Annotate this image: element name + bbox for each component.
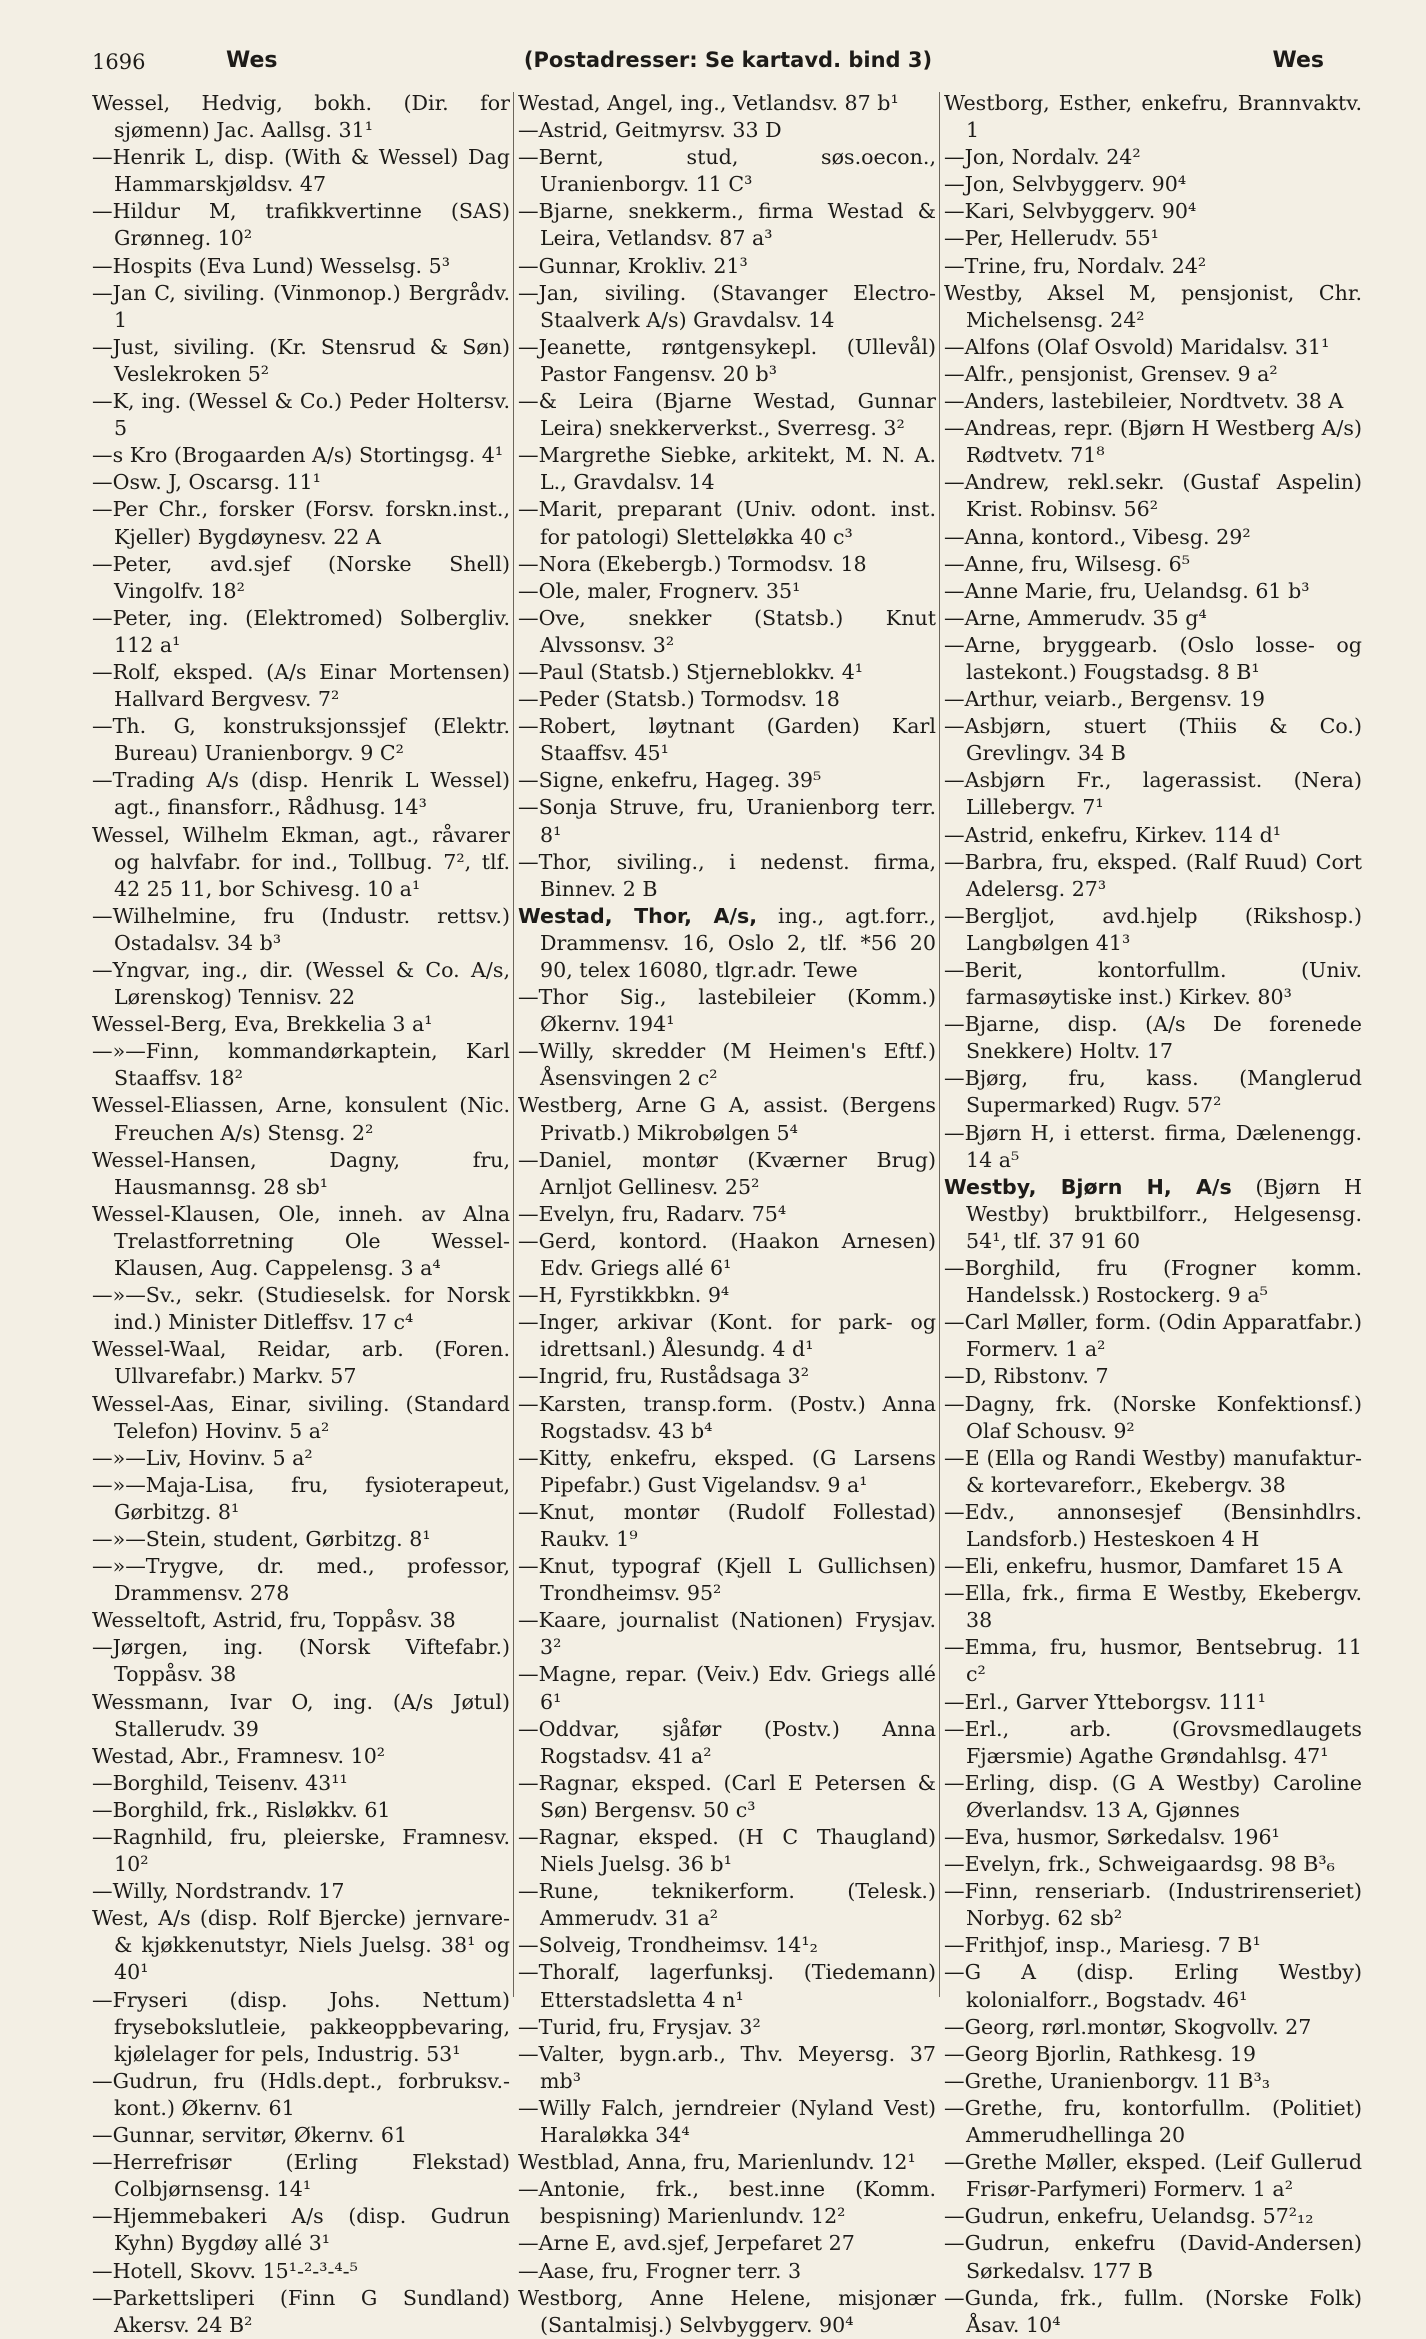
directory-entry: Westad, Angel, ing., Vetlandsv. 87 b¹ <box>518 91 899 115</box>
directory-entry: —Frithjof, insp., Mariesg. 7 B¹ <box>944 1933 1261 1958</box>
directory-entry: —Berit, kontorfullm. (Univ. farmasøytiske inst.) Kirkev. 80³ <box>944 958 1362 1010</box>
directory-entry: Westad, Abr., Framnesv. 10² <box>92 1743 386 1768</box>
directory-entry: —Grethe, fru, kontorfullm. (Politiet) Ammerudhellinga 20 <box>944 2095 1362 2148</box>
directory-entry: —»—Finn, kommandørkaptein, Karl Staaffsv. 18² <box>92 1039 510 1091</box>
directory-entry: —Yngvar, ing., dir. (Wessel & Co. A/s, Lørenskog) Tennisv. 22 <box>92 958 510 1010</box>
directory-entry: —Emma, fru, husmor, Bentsebrug. 11 c² <box>944 1635 1362 1687</box>
directory-entry: Wessel-Hansen, Dagny, fru, Hausmannsg. 28 sb¹ <box>92 1147 510 1199</box>
directory-entry: —Paul (Statsb.) Stjerneblokkv. 4¹ <box>518 659 864 684</box>
directory-entry: —Peter, ing. (Elektromed) Solbergliv. 112 a¹ <box>92 605 510 657</box>
header-left-key: Wes <box>226 48 278 73</box>
directory-entry: Westberg, Arne G A, assist. (Bergens Privatb.) Mikrobølgen 5⁴ <box>518 1093 936 1145</box>
directory-entry: Wessel-Eliassen, Arne, konsulent (Nic. Freuchen A/s) Stensg. 2² <box>92 1093 510 1145</box>
directory-entry: —Thor, siviling., i nedenst. firma, Binnev. 2 B <box>518 849 936 901</box>
directory-entry: —Dagny, frk. (Norske Konfektionsf.) Olaf Schousv. 9² <box>944 1391 1362 1443</box>
directory-entry: —Rune, teknikerform. (Telesk.) Ammerudv. 31 a² <box>518 1879 936 1931</box>
directory-entry: —Solveig, Trondheimsv. 14¹₂ <box>518 1933 818 1958</box>
directory-entry: —Willy Falch, jerndreier (Nyland Vest) Haraløkka 34⁴ <box>518 2095 936 2148</box>
directory-entry: —Andreas, repr. (Bjørn H Westberg A/s) Rødtvetv. 71⁸ <box>944 416 1362 468</box>
directory-entry: —Nora (Ekebergb.) Tormodsv. 18 <box>518 551 867 576</box>
directory-entry: —Herrefrisør (Erling Flekstad) Colbjørnsensg. 14¹ <box>92 2150 510 2202</box>
directory-entry: Wessel, Hedvig, bokh. (Dir. for sjømenn) Jac. Aallsg. 31¹ <box>92 91 510 143</box>
directory-entry: —Georg Bjorlin, Rathkesg. 19 <box>944 2041 1257 2066</box>
directory-entry: —Bergljot, avd.hjelp (Rikshosp.) Langbølgen 41³ <box>944 903 1362 955</box>
directory-entry: —Ragnhild, fru, pleierske, Framnesv. 10² <box>92 1825 510 1877</box>
directory-entry: —Jon, Nordalv. 24² <box>944 145 1141 170</box>
directory-entry: Westby, Bjørn H, A/s (Bjørn H Westby) bruktbilforr., Helgesensg. 54¹, tlf. 37 91 60 <box>944 1174 1362 1253</box>
directory-entry: —Anders, lastebileier, Nordtvetv. 38 A <box>944 389 1344 414</box>
directory-entry: —Wilhelmine, fru (Industr. rettsv.) Ostadalsv. 34 b³ <box>92 903 510 955</box>
directory-entry: —Gunnar, servitør, Økernv. 61 <box>92 2123 408 2148</box>
directory-entry: —Borghild, fru (Frogner komm. Handelssk.) Rostockerg. 9 a⁵ <box>944 1256 1362 1308</box>
directory-entry: —Erling, disp. (G A Westby) Caroline Øverlandsv. 13 A, Gjønnes <box>944 1770 1362 1822</box>
directory-entry: —Kitty, enkefru, eksped. (G Larsens Pipefabr.) Gust Vigelandsv. 9 a¹ <box>518 1445 936 1497</box>
directory-entry: —Hildur M, trafikkvertinne (SAS) Grønneg. 10² <box>92 199 510 251</box>
directory-entry: —Bernt, stud, søs.oecon., Uranienborgv. 11 C³ <box>518 145 936 197</box>
directory-entry: —Bjarne, disp. (A/s De forenede Snekkere) Holtv. 17 <box>944 1012 1362 1064</box>
directory-entry: —Grethe Møller, eksped. (Leif Gullerud Frisør-Parfymeri) Formerv. 1 a² <box>944 2150 1362 2202</box>
directory-entry: —Sonja Struve, fru, Uranienborg terr. 8¹ <box>518 795 936 847</box>
directory-entry: —Hotell, Skovv. 15¹-²-³-⁴-⁵ <box>92 2258 358 2283</box>
directory-entry: —Bjørg, fru, kass. (Manglerud Supermarked) Rugv. 57² <box>944 1066 1362 1118</box>
directory-entry: Wessel, Wilhelm Ekman, agt., råvarer og halvfabr. for ind., Tollbug. 7², tlf. 42 25 11, bor Schivesg. 10 a¹ <box>92 822 510 901</box>
directory-entry: —»—Liv, Hovinv. 5 a² <box>92 1445 313 1470</box>
directory-entry: Wessmann, Ivar O, ing. (A/s Jøtul) Stallerudv. 39 <box>92 1689 510 1741</box>
directory-entry: —Gudrun, fru (Hdls.dept., forbruksv.-kont.) Økernv. 61 <box>92 2068 510 2120</box>
directory-entry: —Bjarne, snekkerm., firma Westad & Leira, Vetlandsv. 87 a³ <box>518 199 936 251</box>
directory-entry: —Ove, snekker (Statsb.) Knut Alvssonsv. 3² <box>518 605 936 657</box>
directory-entry: —Bjørn H, i etterst. firma, Dælenengg. 14 a⁵ <box>944 1120 1362 1172</box>
directory-entry: —Th. G, konstruksjonssjef (Elektr. Bureau) Uranienborgv. 9 C² <box>92 714 510 766</box>
directory-entry: —Willy, Nordstrandv. 17 <box>92 1879 345 1904</box>
directory-entry: —Erl., Garver Ytteborgsv. 111¹ <box>944 1689 1266 1714</box>
directory-entry: —Asbjørn, stuert (Thiis & Co.) Grevlingv. 34 B <box>944 714 1362 766</box>
directory-entry: —Eva, husmor, Sørkedalsv. 196¹ <box>944 1825 1280 1849</box>
directory-entry: Westad, Thor, A/s, ing., agt.forr., Drammensv. 16, Oslo 2, tlf. *56 20 90, telex 16080, tlgr.adr. Tewe <box>518 903 936 982</box>
running-header <box>92 44 1364 84</box>
directory-entry: —Edv., annonsesjef (Bensinhdlrs. Landsforb.) Hesteskoen 4 H <box>944 1499 1362 1551</box>
directory-entry: —»—Sv., sekr. (Studieselsk. for Norsk ind.) Minister Ditleffsv. 17 c⁴ <box>92 1283 510 1335</box>
directory-entry: —Evelyn, frk., Schweigaardsg. 98 B³₆ <box>944 1852 1335 1877</box>
directory-entry: —Oddvar, sjåfør (Postv.) Anna Rogstadsv. 41 a² <box>518 1716 936 1768</box>
directory-entry: —Ragnar, eksped. (H C Thaugland) Niels Juelsg. 36 b¹ <box>518 1825 936 1877</box>
directory-entry: —& Leira (Bjarne Westad, Gunnar Leira) snekkerverkst., Sverresg. 3² <box>518 389 936 441</box>
directory-entry: —Magne, repar. (Veiv.) Edv. Griegs allé 6¹ <box>518 1662 936 1714</box>
directory-entry: —Ella, frk., firma E Westby, Ekebergv. 38 <box>944 1581 1362 1633</box>
directory-entry: —»—Stein, student, Gørbitzg. 8¹ <box>92 1526 431 1551</box>
directory-entry: —Just, siviling. (Kr. Stensrud & Søn) Veslekroken 5² <box>92 334 510 386</box>
directory-entry: —Jeanette, røntgensykepl. (Ullevål) Pastor Fangensv. 20 b³ <box>518 334 936 386</box>
directory-entry: —Ole, maler, Frognerv. 35¹ <box>518 578 801 603</box>
directory-entry: —Gudrun, enkefru (David-Andersen) Sørkedalsv. 177 B <box>944 2231 1362 2283</box>
directory-entry: —Ragnar, eksped. (Carl E Petersen & Søn) Bergensv. 50 c³ <box>518 1770 936 1822</box>
directory-entry: —Signe, enkefru, Hageg. 39⁵ <box>518 768 822 793</box>
directory-entry: —Aase, fru, Frogner terr. 3 <box>518 2258 802 2283</box>
directory-entry: —Knut, montør (Rudolf Follestad) Raukv. 1⁹ <box>518 1499 936 1551</box>
directory-entry: —Daniel, montør (Kværner Brug) Arnljot Gellinesv. 25² <box>518 1147 936 1199</box>
directory-entry: —Jan C, siviling. (Vinmonop.) Bergrådv. 1 <box>92 280 510 332</box>
directory-entry: —Astrid, Geitmyrsv. 33 D <box>518 118 782 143</box>
directory-entry: —Eli, enkefru, husmor, Damfaret 15 A <box>944 1554 1343 1579</box>
directory-entry: —Borghild, Teisenv. 43¹¹ <box>92 1770 348 1795</box>
directory-entry: —Asbjørn Fr., lagerassist. (Nera) Lillebergv. 7¹ <box>944 768 1362 820</box>
directory-entry: —Thoralf, lagerfunksj. (Tiedemann) Etterstadsletta 4 n¹ <box>518 1960 936 2012</box>
directory-entry: —Gerd, kontord. (Haakon Arnesen) Edv. Griegs allé 6¹ <box>518 1228 936 1281</box>
column-2 <box>518 90 936 2339</box>
directory-entry: —D, Ribstonv. 7 <box>944 1364 1109 1389</box>
directory-entry: —Alfr., pensjonist, Grensev. 9 a² <box>944 361 1278 386</box>
directory-entry: —Gunda, frk., fullm. (Norske Folk) Åsav. 10⁴ <box>944 2285 1362 2337</box>
directory-entry: —»—Maja-Lisa, fru, fysioterapeut, Gørbitzg. 8¹ <box>92 1472 510 1524</box>
directory-entry: —Kari, Selvbyggerv. 90⁴ <box>944 199 1197 224</box>
directory-entry: —Anne Marie, fru, Uelandsg. 61 b³ <box>944 578 1310 603</box>
page-number: 1696 <box>92 50 146 74</box>
directory-entry: —Arne E, avd.sjef, Jerpefaret 27 <box>518 2231 855 2256</box>
directory-entry: —Arne, bryggearb. (Oslo losse- og lastekont.) Fougstadsg. 8 B¹ <box>944 632 1362 684</box>
column-1 <box>92 90 510 2339</box>
directory-entry: —Erl., arb. (Grovsmedlaugets Fjærsmie) Agathe Grøndahlsg. 47¹ <box>944 1716 1362 1768</box>
column-3 <box>944 90 1362 2339</box>
directory-entry: —Valter, bygn.arb., Thv. Meyersg. 37 mb³ <box>518 2041 936 2093</box>
directory-entry: Wessel-Klausen, Ole, inneh. av Alna Trelastforretning Ole Wessel-Klausen, Aug. Cappelensg. 3 a⁴ <box>92 1201 510 1281</box>
directory-entry: —Karsten, transp.form. (Postv.) Anna Rogstadsv. 43 b⁴ <box>518 1391 936 1443</box>
directory-entry: —Arthur, veiarb., Bergensv. 19 <box>944 687 1265 712</box>
directory-entry: —Osw. J, Oscarsg. 11¹ <box>92 470 321 495</box>
directory-entry: —K, ing. (Wessel & Co.) Peder Holtersv. 5 <box>92 389 510 441</box>
directory-entry: —Jon, Selvbyggerv. 90⁴ <box>944 172 1187 197</box>
directory-entry: —Astrid, enkefru, Kirkev. 114 d¹ <box>944 822 1282 847</box>
directory-entry: —Grethe, Uranienborgv. 11 B³₃ <box>944 2068 1270 2093</box>
directory-entry: —Jørgen, ing. (Norsk Viftefabr.) Toppåsv. 38 <box>92 1635 510 1687</box>
directory-entry: —Finn, renseriarb. (Industrirenseriet) Norbyg. 62 sb² <box>944 1879 1362 1931</box>
directory-entry: —Ingrid, fru, Rustådsaga 3² <box>518 1364 809 1389</box>
directory-entry: —Peder (Statsb.) Tormodsv. 18 <box>518 687 840 712</box>
directory-entry: Westby, Aksel M, pensjonist, Chr. Michelsensg. 24² <box>944 280 1362 332</box>
directory-entry: —Carl Møller, form. (Odin Apparatfabr.) Formerv. 1 a² <box>944 1310 1362 1362</box>
directory-entry: —Alfons (Olaf Osvold) Maridalsv. 31¹ <box>944 334 1330 359</box>
directory-entry: —Parkettsliperi (Finn G Sundland) Akersv. 24 B² <box>92 2285 510 2337</box>
directory-entry: —Borghild, frk., Risløkkv. 61 <box>92 1797 391 1822</box>
directory-entry: —Per Chr., forsker (Forsv. forskn.inst., Kjeller) Bygdøynesv. 22 A <box>92 497 510 549</box>
column-divider <box>939 92 940 1997</box>
directory-entry: —Evelyn, fru, Radarv. 75⁴ <box>518 1201 787 1226</box>
directory-entry: Westborg, Esther, enkefru, Brannvaktv. 1 <box>944 91 1362 143</box>
directory-entry: —Margrethe Siebke, arkitekt, M. N. A. L., Gravdalsv. 14 <box>518 443 936 495</box>
directory-entry: —Jan, siviling. (Stavanger Electro-Staalverk A/s) Gravdalsv. 14 <box>518 280 936 332</box>
directory-entry: —»—Trygve, dr. med., professor, Drammensv. 278 <box>92 1554 510 1606</box>
directory-entry: West, A/s (disp. Rolf Bjercke) jernvare-& kjøkkenutstyr, Niels Juelsg. 38¹ og 40¹ <box>92 1906 510 1985</box>
directory-entry: —Anna, kontord., Vibesg. 29² <box>944 524 1251 549</box>
directory-entry: —s Kro (Brogaarden A/s) Stortingsg. 4¹ <box>92 443 504 468</box>
header-center-note: (Postadresser: Se kartavd. bind 3) <box>523 48 933 72</box>
directory-entry: —Arne, Ammerudv. 35 g⁴ <box>944 605 1207 630</box>
directory-entry: —Thor Sig., lastebileier (Komm.) Økernv. 194¹ <box>518 985 936 1037</box>
directory-entry: —E (Ella og Randi Westby) manufaktur- & kortevareforr., Ekebergv. 38 <box>944 1445 1362 1497</box>
directory-entry: —Gudrun, enkefru, Uelandsg. 57²₁₂ <box>944 2204 1314 2229</box>
directory-entry: —Rolf, eksped. (A/s Einar Mortensen) Hallvard Bergvesv. 7² <box>92 659 510 712</box>
directory-entry: —Hospits (Eva Lund) Wesselsg. 5³ <box>92 253 450 278</box>
directory-entry: Wessel-Aas, Einar, siviling. (Standard Telefon) Hovinv. 5 a² <box>92 1391 510 1443</box>
header-right-key: Wes <box>1272 48 1324 73</box>
directory-entry: Westborg, Anne Helene, misjonær (Santalmisj.) Selvbyggerv. 90⁴ <box>518 2285 936 2337</box>
directory-entry: —Kaare, journalist (Nationen) Frysjav. 3² <box>518 1608 936 1660</box>
directory-entry: —Henrik L, disp. (With & Wessel) Dag Hammarskjøldsv. 47 <box>92 145 510 197</box>
directory-entry: Wessel-Berg, Eva, Brekkelia 3 a¹ <box>92 1012 433 1037</box>
directory-entry: Wessel-Waal, Reidar, arb. (Foren. Ullvarefabr.) Markv. 57 <box>92 1337 510 1389</box>
directory-entry: —Andrew, rekl.sekr. (Gustaf Aspelin) Krist. Robinsv. 56² <box>944 470 1362 522</box>
directory-entry: —Gunnar, Krokliv. 21³ <box>518 253 748 278</box>
directory-entry: —Per, Hellerudv. 55¹ <box>944 226 1159 251</box>
directory-entry: —Barbra, fru, eksped. (Ralf Ruud) Cort Adelersg. 27³ <box>944 849 1362 901</box>
directory-entry: —Marit, preparant (Univ. odont. inst. for patologi) Slettеløkka 40 c³ <box>518 497 936 549</box>
directory-entry: Westblad, Anna, fru, Marienlundv. 12¹ <box>518 2150 916 2175</box>
directory-entry: Wesseltoft, Astrid, fru, Toppåsv. 38 <box>92 1608 456 1633</box>
directory-entry: —Turid, fru, Frysjav. 3² <box>518 2014 761 2039</box>
directory-entry: —Robert, løytnant (Garden) Karl Staaffsv. 45¹ <box>518 714 936 766</box>
directory-entry: —Georg, rørl.montør, Skogvollv. 27 <box>944 2014 1312 2039</box>
directory-entry: —G A (disp. Erling Westby) kolonialforr., Bogstadv. 46¹ <box>944 1960 1362 2012</box>
directory-entry: —Knut, typograf (Kjell L Gullichsen) Trondheimsv. 95² <box>518 1554 936 1606</box>
directory-entry: —Hjemmebakeri A/s (disp. Gudrun Kyhn) Bygdøy allé 3¹ <box>92 2204 510 2256</box>
directory-entry: —Peter, avd.sjef (Norske Shell) Vingolfv. 18² <box>92 551 510 603</box>
directory-entry: —Willy, skredder (M Heimen's Eftf.) Åsensvingen 2 c² <box>518 1039 936 1091</box>
directory-entry: —Trading A/s (disp. Henrik L Wessel) agt., finansforr., Rådhusg. 14³ <box>92 768 510 820</box>
column-divider <box>513 92 514 1997</box>
directory-entry: —Fryseri (disp. Johs. Nettum) frysebokslutleie, pakkeoppbevaring, kjølelager for pels, Industrig. 53¹ <box>92 1987 510 2066</box>
directory-entry: —Antonie, frk., best.inne (Komm. bespisning) Marienlundv. 12² <box>518 2177 936 2229</box>
directory-entry: —Trine, fru, Nordalv. 24² <box>944 253 1207 278</box>
directory-entry: —Anne, fru, Wilsesg. 6⁵ <box>944 551 1191 576</box>
directory-entry: —Inger, arkivar (Kont. for park- og idrettsanl.) Ålesundg. 4 d¹ <box>518 1310 936 1362</box>
directory-entry: —H, Fyrstikkbkn. 9⁴ <box>518 1283 730 1308</box>
